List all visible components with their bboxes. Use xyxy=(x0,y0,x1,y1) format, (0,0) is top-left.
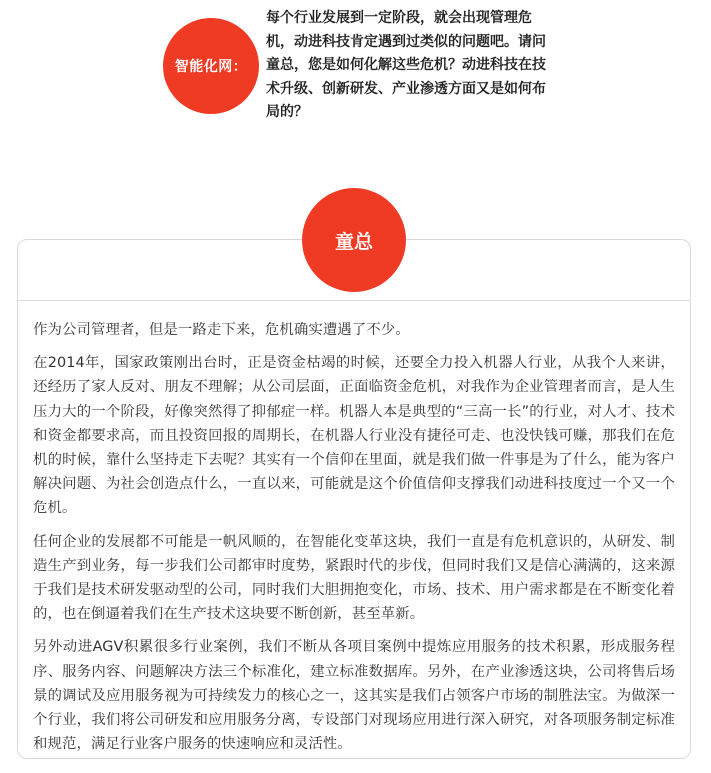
answer-paragraph: 作为公司管理者，但是一路走下来，危机确实遭遇了不少。 xyxy=(33,322,410,338)
speaker-badge xyxy=(302,188,406,292)
answer-paragraph: 另外动进AGV积累很多行业案例，我们不断从各项目案例中提炼应用服务的技术积累，形成服务程序、服务内容、问题解决方法三个标准化，建立标准数据库。另外，在产业渗透这块，公司将售后场景的调试及应用服务视为可持续发力的核心之一，这其实是我们占领客户市场的制胜法宝。为做深一个行业，我们将公司研发和应用服务分离，专设部门对现场应用进行深入研究，对各项服务制定标准和规范，满足行业客户服务的快速响应和灵活性。 xyxy=(33,639,675,753)
answer-body xyxy=(33,318,675,765)
answer-paragraph: 任何企业的发展都不可能是一帆风顺的，在智能化变革这块，我们一直是有危机意识的，从研发、制造生产到业务，每一步我们公司都审时度势，紧跟时代的步伐，但同时我们又是信心满满的，这来源于我们是技术研发驱动型的公司，同时我们大胆拥抱变化，市场、技术、用户需求都是在不断变化着的，也在倒逼着我们在生产技术这块要不断创新，甚至革新。 xyxy=(33,533,675,623)
answer-paragraph: 在2014年，国家政策刚出台时，正是资金枯竭的时候，还要全力投入机器人行业，从我个人来讲，还经历了家人反对、朋友不理解；从公司层面，正面临资金危机，对我作为企业管理者而言，是人生压力大的一个阶段，好像突然得了抑郁症一样。机器人本是典型的“三高一长”的行业，对人才、技术和资金都要求高，而且投资回报的周期长，在机器人行业没有捷径可走、也没快钱可赚，那我们在危机的时候，靠什么坚持走下去呢？其实有一个信仰在里面，就是我们做一件事是为了什么，能为客户解决问题、为社会创造点什么，一直以来，可能就是这个价值信仰支撑我们动进科技度过一个又一个危机。 xyxy=(33,355,675,517)
speaker-label: 童总 xyxy=(334,230,373,253)
source-label: 智能化网： xyxy=(174,59,248,75)
card-divider xyxy=(18,300,690,301)
question-text: 每个行业发展到一定阶段，就会出现管理危机，动进科技肯定遇到过类似的问题吧。请问童总，您是如何化解这些危机？动进科技在技术升级、创新研发、产业渗透方面又是如何布局的？ xyxy=(266,10,546,120)
source-badge xyxy=(163,18,259,114)
answer-card xyxy=(17,239,691,759)
